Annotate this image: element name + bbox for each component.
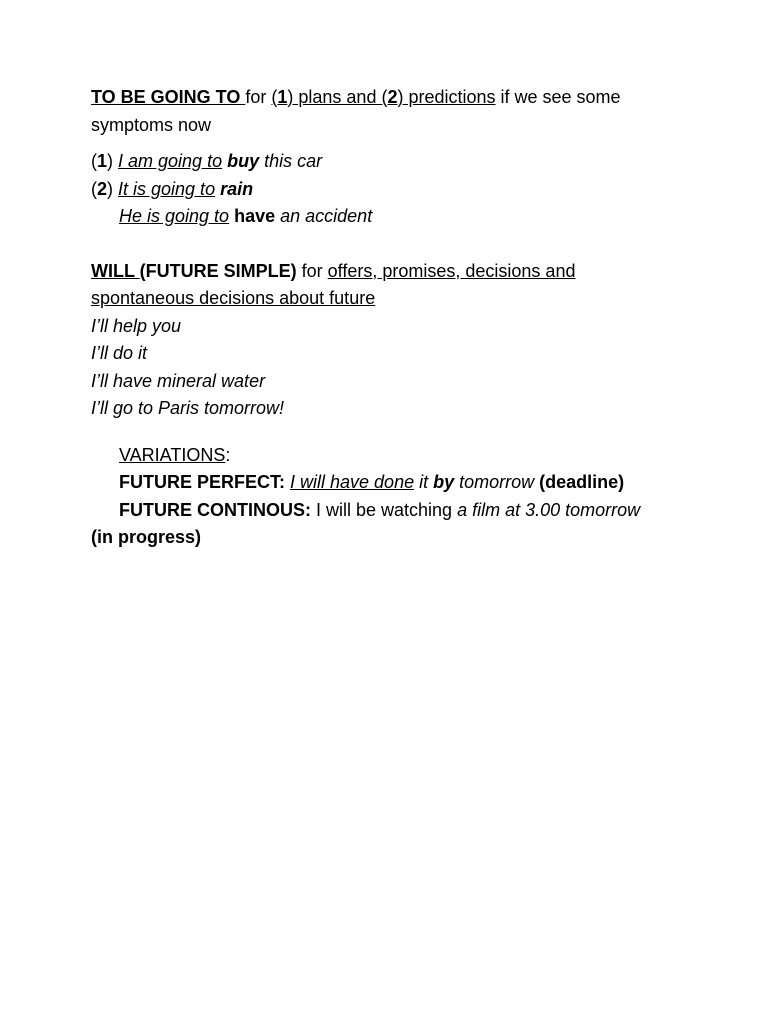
example-phrase: It is going to [118, 178, 216, 199]
for-word: for [245, 87, 272, 107]
example-phrase: I am going to [118, 151, 223, 171]
going-to-example-1: (1) I am going to buy this car [91, 151, 323, 171]
will-example: I’ll do it [91, 343, 148, 363]
example-verb: rain [220, 178, 254, 199]
future-continuous-note: (in progress) [91, 527, 202, 547]
going-to-uses: (1) plans and (2) predictions [271, 87, 496, 107]
example-verb: have [234, 206, 276, 226]
will-paren: (FUTURE SIMPLE) [139, 260, 297, 281]
going-to-tail: if we see some [495, 87, 621, 107]
will-example: I’ll go to Paris tomorrow! [91, 398, 285, 418]
will-example: I’ll help you [91, 315, 182, 336]
example-phrase: He is going to [119, 206, 230, 226]
going-to-example-2: (2) It is going to rain [91, 178, 254, 199]
future-perfect-line: FUTURE PERFECT: I will have done it by tomorrow (deadline) [119, 472, 625, 492]
going-to-heading: TO BE GOING TO [91, 87, 246, 107]
example-verb: buy [227, 151, 260, 171]
will-example: I’ll have mineral water [91, 370, 266, 391]
will-heading: WILL [91, 260, 140, 281]
future-continuous-line: FUTURE CONTINOUS: I will be watching a film at 3.00 tomorrow [119, 499, 641, 520]
going-to-example-3: He is going to have an accident [119, 206, 373, 226]
future-continuous-label: FUTURE CONTINOUS: [119, 499, 311, 520]
variations-heading: VARIATIONS: [119, 444, 231, 465]
going-to-definition [91, 84, 691, 112]
document-body [91, 84, 691, 552]
will-uses: offers, promises, decisions and [327, 260, 576, 281]
will-definition: WILL (FUTURE SIMPLE) for offers, promises, decisions and [91, 260, 576, 281]
future-perfect-label: FUTURE PERFECT: [119, 472, 285, 492]
will-definition-cont: spontaneous decisions about future [91, 288, 376, 308]
going-to-definition-cont: symptoms now [91, 114, 212, 135]
